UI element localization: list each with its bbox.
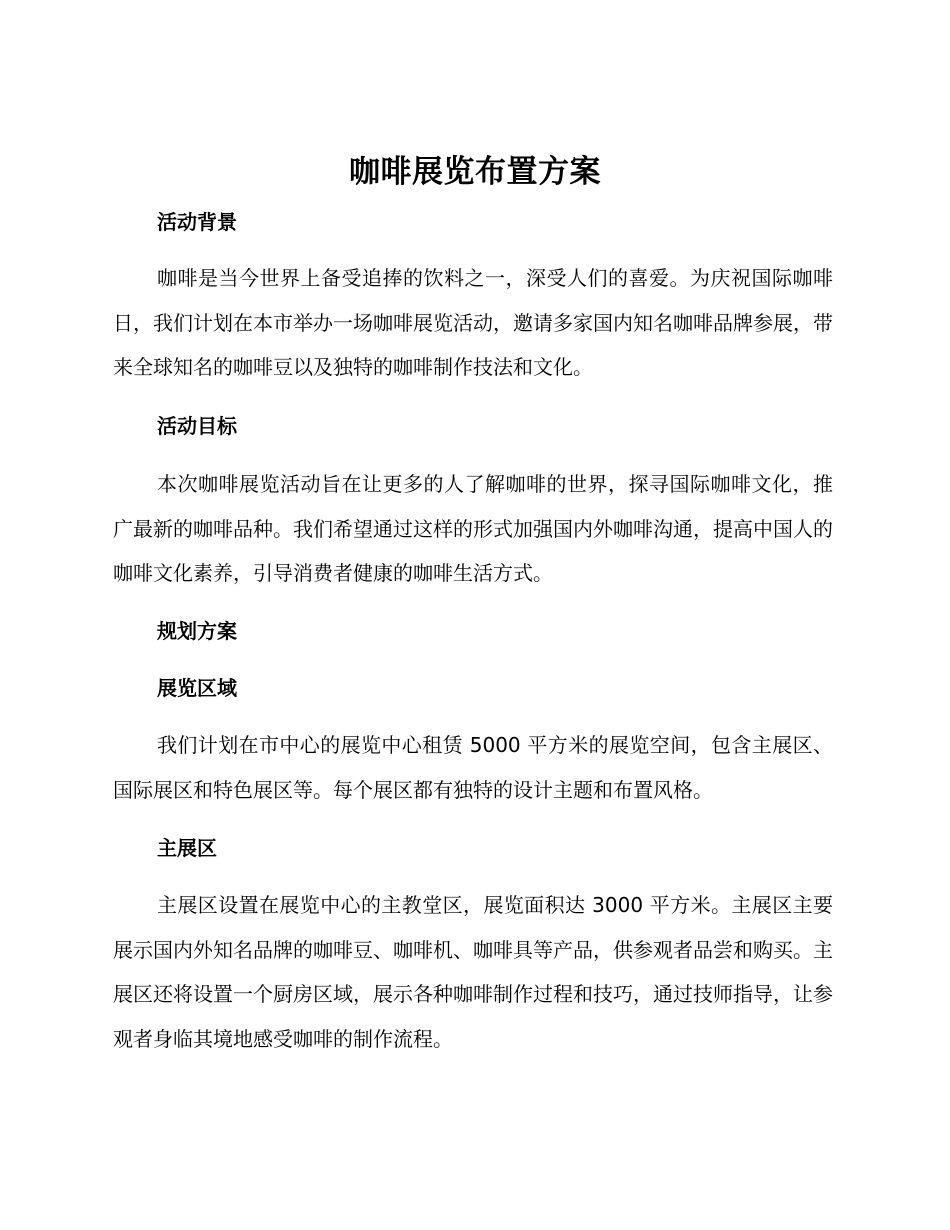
section-paragraph-background: 咖啡是当今世界上备受追捧的饮料之一，深受人们的喜爱。为庆祝国际咖啡日，我们计划在本市举办一场咖啡展览活动，邀请多家国内知名咖啡品牌参展，带来全球知名的咖啡豆以及独特的咖啡制作技法和文化。	[113, 266, 833, 379]
section-heading-plan: 规划方案	[157, 619, 237, 643]
section-heading-goals: 活动目标	[157, 414, 237, 438]
section-heading-main-hall: 主展区	[157, 836, 217, 860]
document-title: 咖啡展览布置方案	[349, 154, 601, 190]
section-heading-exhibition-area: 展览区域	[157, 676, 237, 700]
section-heading-background: 活动背景	[157, 210, 237, 234]
section-paragraph-main-hall: 主展区设置在展览中心的主教堂区，展览面积达 3000 平方米。主展区主要展示国内外知名品牌的咖啡豆、咖啡机、咖啡具等产品，供参观者品尝和购买。主展区还将设置一个厨房区域，展示各种咖啡制作过程和技巧，通过技师指导，让参观者身临其境地感受咖啡的制作流程。	[113, 893, 833, 1051]
section-paragraph-exhibition-area: 我们计划在市中心的展览中心租赁 5000 平方米的展览空间，包含主展区、国际展区和特色展区等。每个展区都有独特的设计主题和布置风格。	[113, 733, 833, 802]
section-paragraph-goals: 本次咖啡展览活动旨在让更多的人了解咖啡的世界，探寻国际咖啡文化，推广最新的咖啡品种。我们希望通过这样的形式加强国内外咖啡沟通，提高中国人的咖啡文化素养，引导消费者健康的咖啡生活方式。	[113, 472, 833, 585]
